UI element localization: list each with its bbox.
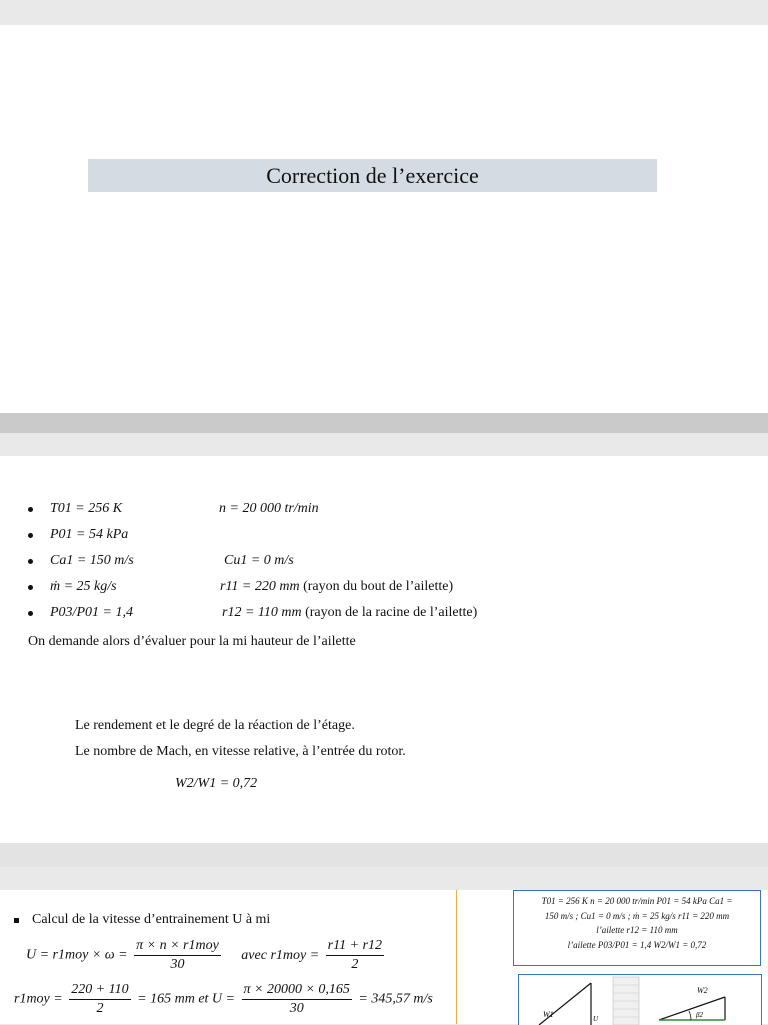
eq2-frac2-den: 30 <box>289 1001 304 1016</box>
eq2-result: = 345,57 m/s <box>358 991 433 1007</box>
given-ca1: Ca1 = 150 m/s <box>50 553 134 568</box>
given-r12-note: (rayon de la racine de l’ailette) <box>305 605 478 620</box>
eq1-mid: avec r1moy = <box>241 947 320 963</box>
bullet-square-icon <box>14 918 19 923</box>
given-t01: T01 = 256 K <box>50 501 123 516</box>
slide-calculation[interactable] <box>0 890 768 1024</box>
equation-u <box>26 938 387 973</box>
divider-band-1b <box>0 433 768 456</box>
bullet-icon <box>28 507 33 512</box>
bullet-icon <box>28 559 33 564</box>
u-label: U <box>593 1015 599 1023</box>
demand-text: On demande alors d’évaluer pour la mi hauteur de l’ailette <box>28 634 356 649</box>
w2-vector <box>659 997 725 1020</box>
question-2: Le nombre de Mach, en vitesse relative, à l’entrée du rotor. <box>75 744 406 759</box>
eq1-lhs: U = r1moy × ω = <box>26 947 128 963</box>
divider-band-2 <box>0 843 768 867</box>
calc-title: Calcul de la vitesse d’entrainement U à mi <box>32 912 271 927</box>
given-box-line-1: T01 = 256 K n = 20 000 tr/min P01 = 54 kPa Ca1 = <box>541 896 733 906</box>
beta2-label: β2 <box>696 1011 703 1019</box>
eq2-fraction <box>69 982 130 1017</box>
equation-r1moy <box>14 982 433 1017</box>
eq1-frac2-den: 2 <box>351 957 359 972</box>
eq1-frac-num: π × n × r1moy <box>134 938 221 956</box>
slide-title-page[interactable] <box>0 25 768 413</box>
given-cu1: Cu1 = 0 m/s <box>224 553 294 568</box>
given-box-line-3: l’ailette r12 = 110 mm <box>596 925 678 935</box>
divider-band-1 <box>0 413 768 433</box>
bullet-icon <box>28 585 33 590</box>
given-mass-flow: ṁ = 25 kg/s <box>50 579 117 594</box>
divider-band-2b <box>0 867 768 890</box>
given-n: n = 20 000 tr/min <box>219 501 319 516</box>
w2-label: W2 <box>697 986 708 995</box>
bullet-icon <box>28 533 33 538</box>
eq1-frac-den: 30 <box>170 957 185 972</box>
eq2-frac-den: 2 <box>96 1001 104 1016</box>
velocity-ratio: W2/W1 = 0,72 <box>175 776 258 791</box>
eq1-fraction <box>134 938 221 973</box>
given-box-line-4: l’ailette P03/P01 = 1,4 W2/W1 = 0,72 <box>567 939 707 950</box>
slide-given-data[interactable] <box>0 456 768 843</box>
eq2-mid: = 165 mm et U = <box>137 991 235 1007</box>
eq1-frac2-num: r11 + r12 <box>326 938 384 956</box>
given-summary-box <box>513 890 761 966</box>
eq2-frac2-num: π × 20000 × 0,165 <box>242 982 352 1000</box>
top-band <box>0 0 768 25</box>
eq2-fraction-2 <box>242 982 352 1017</box>
page-title: Correction de l’exercice <box>88 159 657 192</box>
given-p01: P01 = 54 kPa <box>50 527 129 542</box>
given-r12: r12 = 110 mm <box>222 605 302 620</box>
given-pressure-ratio: P03/P01 = 1,4 <box>50 605 133 620</box>
eq2-frac-num: 220 + 110 <box>69 982 130 1000</box>
given-box-line-2: 150 m/s ; Cu1 = 0 m/s ; ṁ = 25 kg/s r11 = 220 mm <box>544 910 730 921</box>
given-r11: r11 = 220 mm <box>220 579 300 594</box>
given-r11-note: (rayon du bout de l’ailette) <box>303 579 454 594</box>
eq2-lhs: r1moy = <box>14 991 63 1007</box>
velocity-triangle-svg <box>519 975 761 1025</box>
velocity-triangle-diagram <box>518 974 762 1025</box>
question-1: Le rendement et le degré de la réaction de l’étage. <box>75 718 355 733</box>
column-divider <box>456 890 457 1024</box>
eq1-fraction-2 <box>326 938 384 973</box>
w1-label: W1 <box>543 1010 554 1019</box>
bullet-icon <box>28 611 33 616</box>
